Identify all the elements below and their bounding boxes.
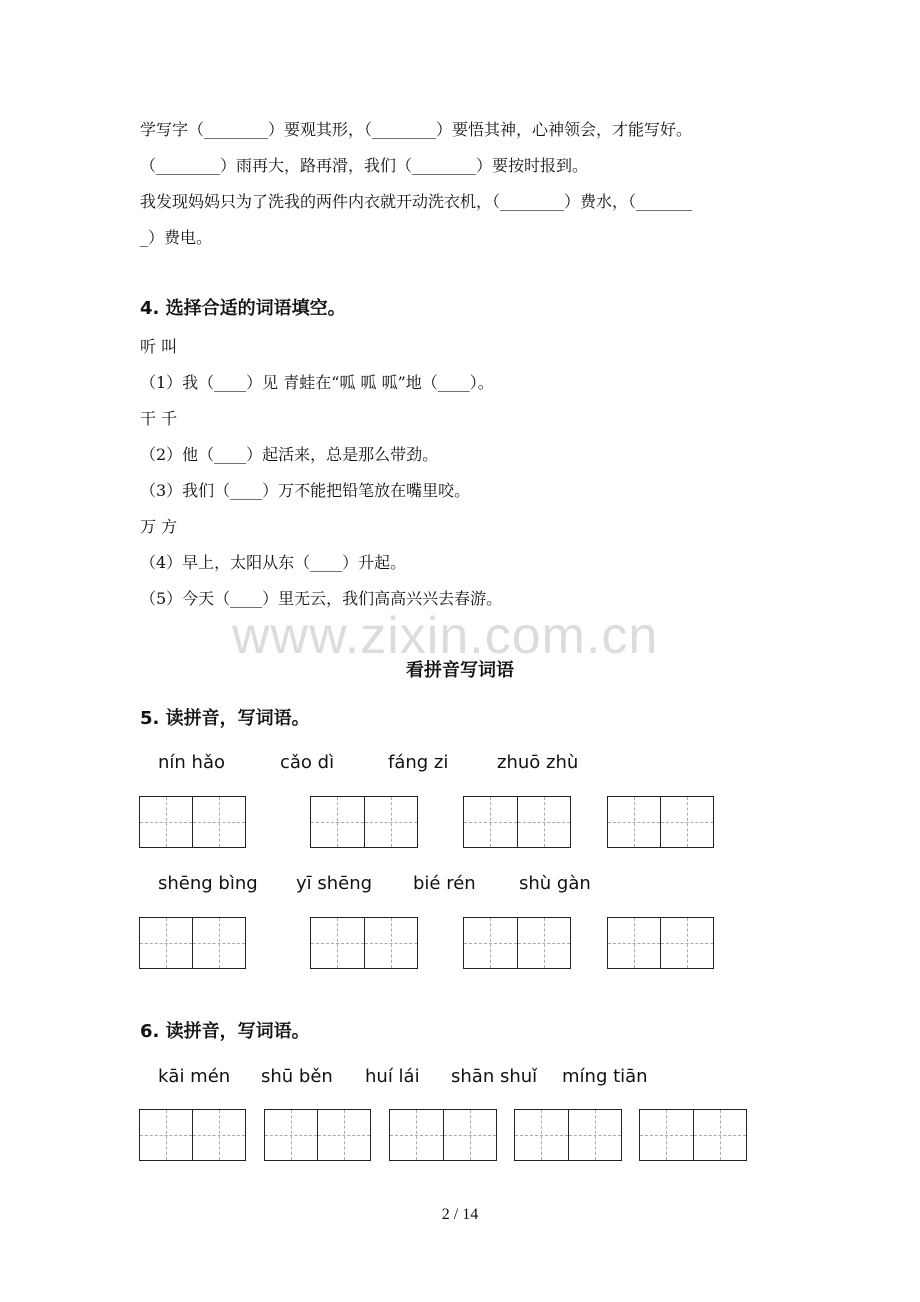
q6-pinyin-5: míng tiān	[562, 1066, 648, 1087]
grid-cell[interactable]	[608, 918, 660, 968]
writing-grid[interactable]	[389, 1109, 497, 1161]
writing-grid[interactable]	[639, 1109, 747, 1161]
writing-grid[interactable]	[514, 1109, 622, 1161]
page-number: 2 / 14	[441, 1206, 479, 1223]
q4-sentence-1: （1）我（____）见 青蛙在“呱 呱 呱”地（____）。	[140, 373, 494, 392]
grid-cell[interactable]	[517, 797, 571, 847]
q5-heading: 5. 读拼音，写词语。	[140, 708, 310, 729]
grid-cell[interactable]	[192, 1110, 245, 1160]
grid-cell[interactable]	[364, 797, 418, 847]
q6-pinyin-4: shān shuǐ	[451, 1066, 538, 1087]
q5-pinyin-1: nín hǎo	[158, 752, 225, 773]
q5-pinyin-3: fáng zi	[388, 752, 449, 773]
grid-cell[interactable]	[464, 918, 517, 968]
q4-word-pair-2: 干 千	[140, 409, 178, 428]
grid-cell[interactable]	[608, 797, 660, 847]
q4-sentence-2: （2）他（____）起活来，总是那么带劲。	[140, 445, 439, 464]
q4-sentence-5: （5）今天（____）里无云，我们高高兴兴去春游。	[140, 589, 503, 608]
writing-grid[interactable]	[310, 917, 418, 969]
q6-pinyin-1: kāi mén	[158, 1066, 231, 1087]
q6-pinyin-3: huí lái	[365, 1066, 420, 1087]
grid-cell[interactable]	[364, 918, 418, 968]
grid-cell[interactable]	[640, 1110, 693, 1160]
fill-line-4: _）费电。	[140, 228, 213, 247]
grid-cell[interactable]	[140, 918, 192, 968]
q4-heading: 4. 选择合适的词语填空。	[140, 298, 346, 319]
writing-grid[interactable]	[139, 796, 246, 848]
grid-cell[interactable]	[660, 918, 713, 968]
grid-cell[interactable]	[192, 918, 245, 968]
grid-cell[interactable]	[140, 1110, 192, 1160]
q6-heading: 6. 读拼音，写词语。	[140, 1021, 310, 1042]
writing-grid[interactable]	[607, 917, 714, 969]
q5-pinyin-8: shù gàn	[519, 873, 591, 894]
fill-line-3: 我发现妈妈只为了洗我的两件内衣就开动洗衣机，（________）费水，（_______	[140, 192, 693, 211]
fill-line-2: （________）雨再大，路再滑，我们（________）要按时报到。	[140, 156, 589, 175]
q4-word-pair-3: 万 方	[140, 517, 178, 536]
q4-sentence-4: （4）早上，太阳从东（____）升起。	[140, 553, 407, 572]
q6-pinyin-2: shū běn	[261, 1066, 333, 1087]
grid-cell[interactable]	[660, 797, 713, 847]
q5-pinyin-2: cǎo dì	[280, 752, 335, 773]
writing-grid[interactable]	[463, 917, 571, 969]
writing-grid[interactable]	[139, 917, 246, 969]
fill-line-1: 学写字（________）要观其形，（________）要悟其神，心神领会，才能写好。	[140, 120, 693, 139]
q5-pinyin-4: zhuō zhù	[497, 752, 579, 773]
grid-cell[interactable]	[517, 918, 571, 968]
writing-grid[interactable]	[139, 1109, 246, 1161]
grid-cell[interactable]	[265, 1110, 317, 1160]
grid-cell[interactable]	[515, 1110, 568, 1160]
grid-cell[interactable]	[464, 797, 517, 847]
grid-cell[interactable]	[568, 1110, 622, 1160]
grid-cell[interactable]	[390, 1110, 443, 1160]
q5-pinyin-5: shēng bìng	[158, 873, 258, 894]
section-title: 看拼音写词语	[406, 660, 514, 681]
writing-grid[interactable]	[463, 796, 571, 848]
grid-cell[interactable]	[140, 797, 192, 847]
q5-pinyin-6: yī shēng	[296, 873, 373, 894]
q4-word-pair-1: 听 叫	[140, 337, 178, 356]
grid-cell[interactable]	[317, 1110, 370, 1160]
writing-grid[interactable]	[310, 796, 418, 848]
q4-sentence-3: （3）我们（____）万不能把铅笔放在嘴里咬。	[140, 481, 471, 500]
grid-cell[interactable]	[693, 1110, 747, 1160]
grid-cell[interactable]	[311, 918, 364, 968]
grid-cell[interactable]	[443, 1110, 497, 1160]
writing-grid[interactable]	[607, 796, 714, 848]
watermark: www.zixin.com.cn	[232, 607, 659, 665]
grid-cell[interactable]	[311, 797, 364, 847]
q5-pinyin-7: bié rén	[413, 873, 476, 894]
grid-cell[interactable]	[192, 797, 245, 847]
writing-grid[interactable]	[264, 1109, 371, 1161]
